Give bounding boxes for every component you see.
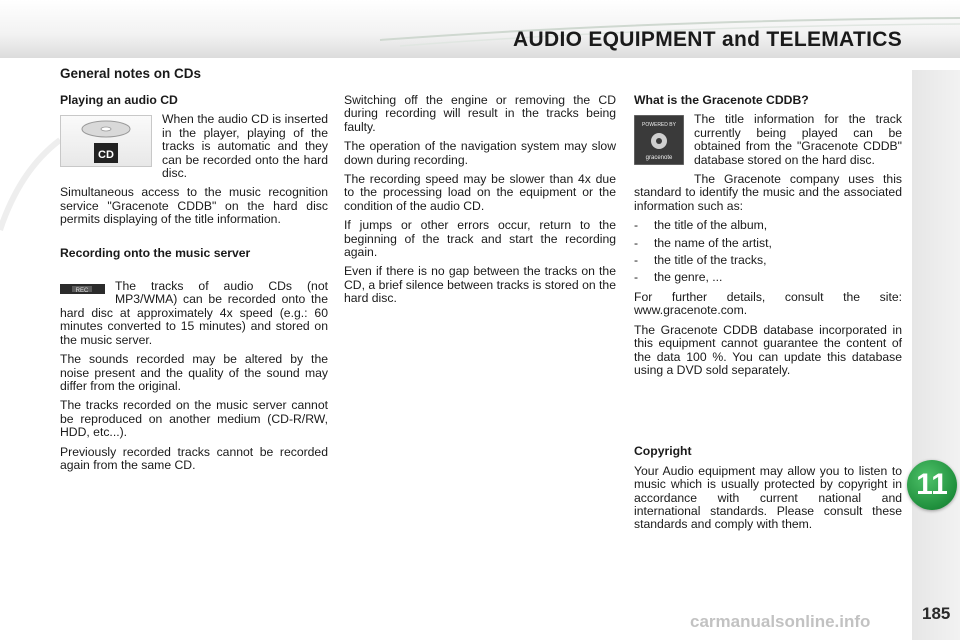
- recording-paragraph-4: Previously recorded tracks cannot be recorded again from the same CD.: [60, 444, 328, 472]
- watermark: carmanualsonline.info: [690, 612, 871, 631]
- gracenote-info-list: [634, 219, 902, 285]
- chapter-strip: [912, 70, 960, 640]
- col2-paragraph-2: The operation of the navigation system may slow down during recording.: [344, 139, 616, 167]
- recording-heading: Recording onto the music server: [60, 245, 251, 260]
- gracenote-paragraph-1: The title information for the track currently being played can be obtained from the "Gracenote CDDB" database stored on the hard disc.: [694, 112, 902, 167]
- chapter-tab[interactable]: [907, 460, 957, 510]
- col2-paragraph-5: Even if there is no gap between the tracks on the CD, a brief silence between tracks is stored on the hard disc.: [344, 264, 616, 306]
- cd-icon-label: CD: [98, 149, 114, 162]
- gracenote-paragraph-2: The Gracenote company uses this standard to identify the music and the associated information such as:: [634, 172, 902, 213]
- recording-paragraph-1: The tracks of audio CDs (not MP3/WMA) can be recorded onto the hard disc at approximately 4x speed (e.g.: 60 minutes converted to 15 minutes) and stored on the music server.: [60, 279, 328, 347]
- copyright-paragraph: Your Audio equipment may allow you to listen to music which is usually protected by copyright in accordance with current national and international standards. Please consult these standards and comply with them.: [634, 463, 902, 532]
- list-item: - the title of the tracks,: [634, 253, 767, 268]
- page-number: 185: [922, 604, 951, 623]
- col2-paragraph-3: The recording speed may be slower than 4x due to the processing load on the equipment or the condition of the audio CD.: [344, 172, 616, 213]
- playing-paragraph-2: Simultaneous access to the music recognition service "Gracenote CDDB" on the hard disc permits displaying of the title information.: [60, 185, 328, 227]
- copyright-heading: Copyright: [634, 444, 692, 459]
- rec-button-icon: [60, 284, 105, 294]
- rec-button-label: REC: [75, 288, 89, 295]
- gracenote-heading: What is the Gracenote CDDB?: [634, 93, 809, 107]
- gracenote-logo-top: POWERED BY: [642, 122, 676, 129]
- recording-paragraph-2: The sounds recorded may be altered by the noise present and the quality of the sound may differ from the original.: [60, 352, 328, 393]
- cd-icon: [60, 115, 152, 167]
- gracenote-paragraph-3: For further details, consult the site: www.gracenote.com.: [634, 289, 902, 318]
- section-title: General notes on CDs: [60, 66, 202, 81]
- gracenote-logo-icon: [634, 115, 684, 165]
- playing-paragraph-1: When the audio CD is inserted in the player, playing of the tracks is automatic and they can be recorded onto the hard disc.: [162, 112, 328, 181]
- gracenote-paragraph-4: The Gracenote CDDB database incorporated in this equipment cannot guarantee the content of the data 100 %. You can update this database using a DVD sold separately.: [634, 322, 902, 377]
- chapter-number: 11: [916, 468, 948, 501]
- list-item: - the name of the artist,: [634, 235, 772, 250]
- playing-heading: Playing an audio CD: [60, 93, 178, 107]
- column-2: [344, 94, 616, 312]
- gracenote-logo-bottom: gracenote: [645, 155, 673, 162]
- recording-paragraph-3: The tracks recorded on the music server cannot be reproduced on another medium (CD-R/RW, HDD, etc...).: [60, 398, 328, 440]
- page-header-title: AUDIO EQUIPMENT and TELEMATICS: [513, 28, 902, 51]
- list-item: - the title of the album,: [634, 218, 768, 233]
- col2-paragraph-1: Switching off the engine or removing the CD during recording will result in the tracks being faulty.: [344, 93, 616, 134]
- column-1: [60, 94, 328, 478]
- col2-paragraph-4: If jumps or other errors occur, return to the beginning of the track and start the recording again.: [344, 218, 616, 260]
- list-item: - the genre, ...: [634, 270, 723, 285]
- column-3: [634, 94, 902, 538]
